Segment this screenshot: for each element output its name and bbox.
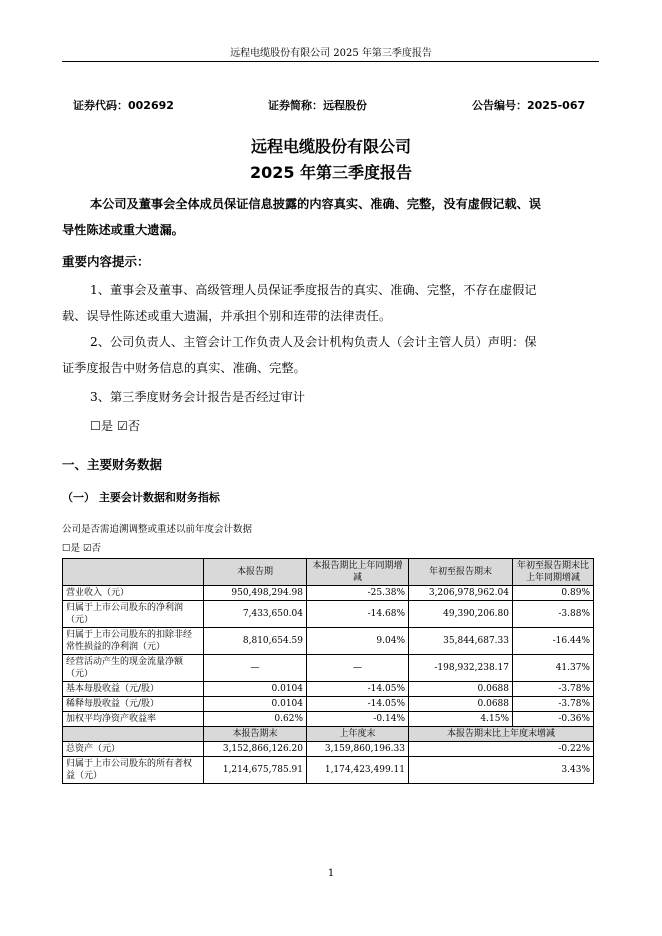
table-cell: — bbox=[307, 655, 409, 682]
table-cell: 0.89% bbox=[513, 586, 594, 601]
notice-item-2 bbox=[62, 329, 599, 381]
company-title: 远程电缆股份有限公司 bbox=[250, 137, 411, 156]
subsection-title: （一） 主要会计数据和财务指标 bbox=[62, 491, 220, 504]
notice-number: 公告编号：2025-067 bbox=[472, 99, 586, 112]
header-rule bbox=[62, 61, 599, 62]
notice-item-1-line-1: 1、董事会及董事、高级管理人员保证季度报告的真实、准确、完整，不存在虚假记 bbox=[90, 283, 537, 297]
table-cell: -3.78% bbox=[513, 697, 594, 712]
statement-line-1: 本公司及董事会全体成员保证信息披露的内容真实、准确、完整，没有虚假记载、误 bbox=[90, 197, 541, 211]
table-cell: -3.88% bbox=[513, 601, 594, 628]
table-row bbox=[63, 601, 594, 628]
notice-item-2-line-2: 证季度报告中财务信息的真实、准确、完整。 bbox=[62, 361, 306, 375]
table-row bbox=[63, 697, 594, 712]
table-cell: -14.05% bbox=[307, 682, 409, 697]
security-code: 证券代码：002692 bbox=[73, 99, 174, 112]
table-row bbox=[63, 586, 594, 601]
table-header-cell bbox=[63, 727, 204, 742]
row-label: 经营活动产生的现金流量净额（元） bbox=[63, 655, 204, 682]
running-header: 远程电缆股份有限公司 2025 年第三季度报告 bbox=[230, 48, 432, 59]
table-cell: 3,152,866,126.20 bbox=[204, 742, 307, 757]
table-cell: -198,932,238.17 bbox=[409, 655, 513, 682]
table-cell: -14.05% bbox=[307, 697, 409, 712]
table-cell: -14.68% bbox=[307, 601, 409, 628]
audit-checkbox: ☐是 ☑否 bbox=[90, 419, 141, 433]
section-title: 一、主要财务数据 bbox=[62, 457, 163, 472]
table-cell: 7,433,650.04 bbox=[204, 601, 307, 628]
restate-checkbox: ☐是 ☑否 bbox=[62, 543, 102, 554]
table-cell: 41.37% bbox=[513, 655, 594, 682]
table-cell: -0.22% bbox=[409, 742, 594, 757]
table-cell: 950,498,294.98 bbox=[204, 586, 307, 601]
table-cell: 8,810,654.59 bbox=[204, 628, 307, 655]
table-cell: 3.43% bbox=[409, 757, 594, 784]
row-label: 稀释每股收益（元/股） bbox=[63, 697, 204, 712]
table-cell: 9.04% bbox=[307, 628, 409, 655]
restate-question: 公司是否需追溯调整或重述以前年度会计数据 bbox=[62, 524, 253, 535]
report-title: 2025 年第三季度报告 bbox=[249, 163, 413, 182]
table-cell: — bbox=[204, 655, 307, 682]
table-cell: 3,206,978,962.04 bbox=[409, 586, 513, 601]
table-cell: -25.38% bbox=[307, 586, 409, 601]
table-header-cell bbox=[63, 559, 204, 586]
table-row bbox=[63, 757, 594, 784]
table-row bbox=[63, 742, 594, 757]
table-cell: 35,844,687.33 bbox=[409, 628, 513, 655]
row-label: 加权平均净资产收益率 bbox=[63, 712, 204, 727]
table-cell: 1,174,423,499.11 bbox=[307, 757, 409, 784]
table-header-cell: 本报告期 bbox=[204, 559, 307, 586]
table-cell: 0.0688 bbox=[409, 697, 513, 712]
table-header-cell: 本报告期末 bbox=[204, 727, 307, 742]
row-label: 营业收入（元） bbox=[63, 586, 204, 601]
table-cell: 49,390,206.80 bbox=[409, 601, 513, 628]
table-cell: 0.0104 bbox=[204, 697, 307, 712]
financial-table bbox=[62, 558, 594, 784]
statement bbox=[62, 191, 599, 243]
page-number: 1 bbox=[327, 868, 335, 879]
notice-item-1-line-2: 载、误导性陈述或重大遗漏，并承担个别和连带的法律责任。 bbox=[62, 309, 392, 323]
table-cell: 0.62% bbox=[204, 712, 307, 727]
statement-line-2: 导性陈述或重大遗漏。 bbox=[62, 223, 184, 237]
row-label: 归属于上市公司股东的净利润（元） bbox=[63, 601, 204, 628]
table-cell: 3,159,860,196.33 bbox=[307, 742, 409, 757]
table-cell: -0.36% bbox=[513, 712, 594, 727]
table-header-cell: 本报告期末比上年度末增减 bbox=[409, 727, 594, 742]
security-abbr: 证券简称：远程股份 bbox=[268, 99, 367, 112]
notice-item-3: 3、第三季度财务会计报告是否经过审计 bbox=[90, 390, 305, 404]
table-cell: -0.14% bbox=[307, 712, 409, 727]
table-row bbox=[63, 628, 594, 655]
notice-item-2-line-1: 2、公司负责人、主管会计工作负责人及会计机构负责人（会计主管人员）声明：保 bbox=[90, 335, 537, 349]
table-cell: 0.0104 bbox=[204, 682, 307, 697]
row-label: 归属于上市公司股东的扣除非经常性损益的净利润（元） bbox=[63, 628, 204, 655]
table-row bbox=[63, 712, 594, 727]
table-cell: -3.78% bbox=[513, 682, 594, 697]
notice-heading: 重要内容提示： bbox=[62, 254, 150, 269]
table-header-row bbox=[63, 559, 594, 586]
table-header-cell: 本报告期比上年同期增减 bbox=[307, 559, 409, 586]
row-label: 总资产（元） bbox=[63, 742, 204, 757]
table-header-cell: 上年度末 bbox=[307, 727, 409, 742]
row-label: 基本每股收益（元/股） bbox=[63, 682, 204, 697]
table-cell: 1,214,675,785.91 bbox=[204, 757, 307, 784]
table-header-row bbox=[63, 727, 594, 742]
table-row bbox=[63, 682, 594, 697]
notice-item-1 bbox=[62, 277, 599, 329]
table-header-cell: 年初至报告期末比上年同期增减 bbox=[513, 559, 594, 586]
row-label: 归属于上市公司股东的所有者权益（元） bbox=[63, 757, 204, 784]
table-cell: -16.44% bbox=[513, 628, 594, 655]
table-header-cell: 年初至报告期末 bbox=[409, 559, 513, 586]
table-row bbox=[63, 655, 594, 682]
table-cell: 0.0688 bbox=[409, 682, 513, 697]
table-cell: 4.15% bbox=[409, 712, 513, 727]
